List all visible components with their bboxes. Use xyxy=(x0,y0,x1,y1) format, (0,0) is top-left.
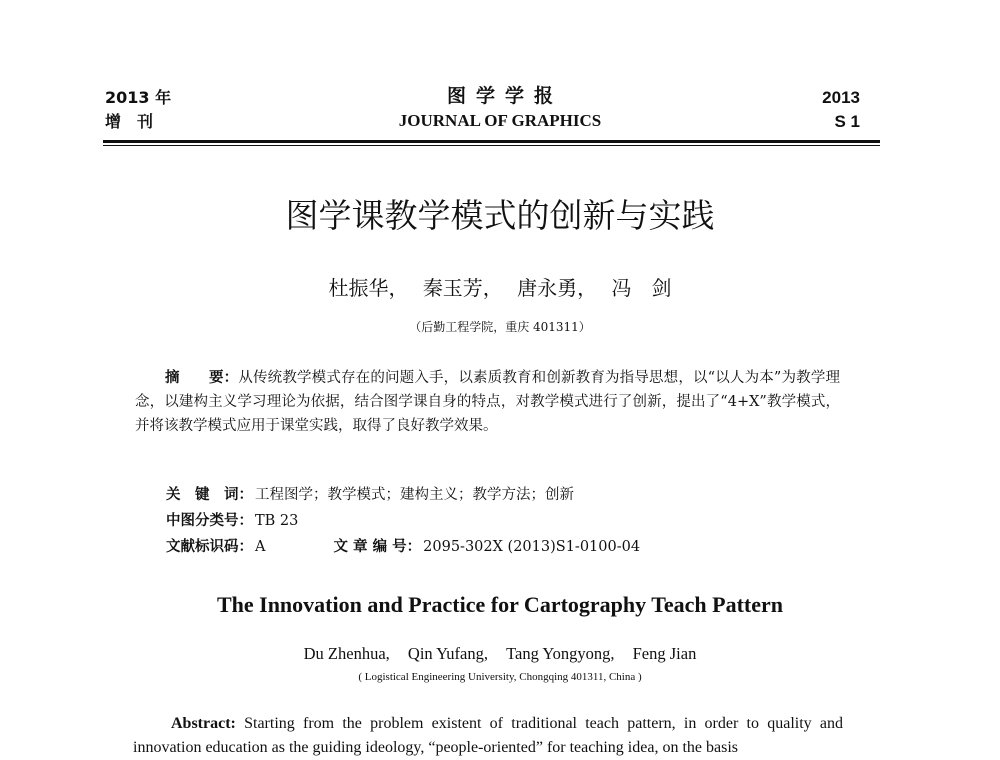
author-cn: 唐永勇， xyxy=(517,276,598,300)
header-rule-thin xyxy=(103,145,880,146)
author-list-en xyxy=(0,643,1000,665)
author-en: Du Zhenhua, xyxy=(303,644,390,663)
keywords-value: 工程图学；教学模式；建构主义；教学方法；创新 xyxy=(255,487,574,503)
doc-code-label: 文献标识码： xyxy=(166,539,253,555)
journal-name-cn: 图学学报 xyxy=(446,85,563,107)
author-en: Tang Yongyong, xyxy=(506,644,615,663)
abstract-cn xyxy=(135,366,840,438)
article-no-label: 文 章 编 号： xyxy=(333,539,422,555)
author-cn: 秦玉芳， xyxy=(422,276,503,300)
abstract-en xyxy=(133,712,843,760)
abstract-cn-label: 摘 要： xyxy=(165,370,239,386)
journal-name-en: JOURNAL OF GRAPHICS xyxy=(398,111,602,130)
author-en: Qin Yufang, xyxy=(407,644,488,663)
header-rule-thick xyxy=(103,140,880,143)
affiliation-en: ( Logistical Engineering University, Chongqing 401311, China ) xyxy=(358,671,642,683)
keywords-line xyxy=(166,483,574,507)
issue-cn: 增 刊 xyxy=(105,112,154,131)
classification-label: 中图分类号： xyxy=(166,513,253,529)
year: 2013 xyxy=(822,88,860,107)
abstract-cn-text: 从传统教学模式存在的问题入手，以素质教育和创新教育为指导思想，以“以人为本”为教学理念，以建构主义学习理论为依据，结合图学课自身的特点，对教学模式进行了创新，提出了“4+X”教学模式，并将该教学模式应用于课堂实践，取得了良好教学效果。 xyxy=(135,370,841,434)
document-code-line xyxy=(166,535,640,559)
affiliation-cn: （后勤工程学院，重庆 401311） xyxy=(409,320,591,334)
author-en: Feng Jian xyxy=(632,644,697,663)
article-title-en: The Innovation and Practice for Cartography Teach Pattern xyxy=(216,592,784,617)
author-cn: 杜振华， xyxy=(328,276,409,300)
author-list-cn xyxy=(0,274,1000,302)
year-cn: 2013 年 xyxy=(105,88,172,107)
issue: S 1 xyxy=(834,112,860,131)
issue-info xyxy=(822,86,860,134)
classification-value: TB 23 xyxy=(255,513,299,529)
classification-line xyxy=(166,509,298,533)
article-title-cn: 图学课教学模式的创新与实践 xyxy=(285,196,715,235)
abstract-en-label: Abstract: xyxy=(171,715,236,732)
keywords-label: 关 键 词： xyxy=(166,487,253,503)
abstract-en-text: Starting from the problem existent of traditional teach pattern, in order to quality and innovation education as the guiding ideology, “people-oriented” for teaching idea, on the basis xyxy=(133,715,843,756)
doc-code-value: A xyxy=(255,539,266,555)
article-no-value: 2095-302X (2013)S1-0100-04 xyxy=(423,539,641,555)
author-cn: 冯 剑 xyxy=(611,276,672,300)
